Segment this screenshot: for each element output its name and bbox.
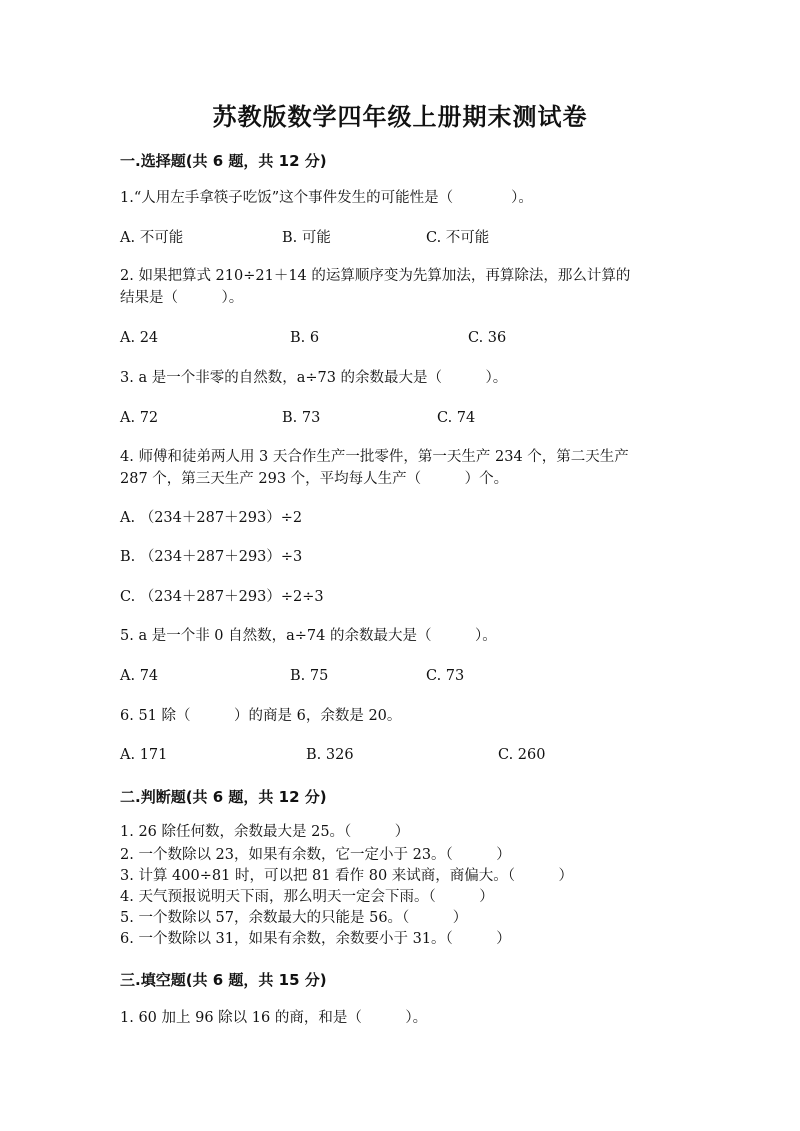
question-choice-5: 5. a 是一个非 0 自然数，a÷74 的余数最大是（ ）。 xyxy=(120,628,497,644)
option-b: B. （234＋287＋293）÷3 xyxy=(120,549,303,565)
section-heading-fill: 三.填空题(共 6 题，共 15 分) xyxy=(120,971,327,989)
question-judge-3: 3. 计算 400÷81 时，可以把 81 看作 80 来试商，商偏大。（ ） xyxy=(120,868,574,884)
option-b: B. 6 xyxy=(290,330,320,346)
question-choice-3: 3. a 是一个非零的自然数，a÷73 的余数最大是（ ）。 xyxy=(120,370,508,386)
section-heading-choice: 一.选择题(共 6 题，共 12 分) xyxy=(120,152,327,170)
question-choice-2-line2: 结果是（ ）。 xyxy=(120,290,244,306)
question-choice-4-line1: 4. 师傅和徒弟两人用 3 天合作生产一批零件，第一天生产 234 个，第二天生产 xyxy=(120,449,629,465)
question-judge-1: 1. 26 除任何数，余数最大是 25。（ ） xyxy=(120,824,410,840)
option-c: C. 不可能 xyxy=(426,230,490,246)
option-b: B. 73 xyxy=(282,410,321,426)
option-b: B. 可能 xyxy=(282,230,331,246)
question-choice-4-line2: 287 个，第三天生产 293 个，平均每人生产（ ）个。 xyxy=(120,471,509,487)
question-judge-4: 4. 天气预报说明天下雨，那么明天一定会下雨。（ ） xyxy=(120,889,494,905)
option-a: A. 72 xyxy=(120,410,159,426)
option-c: C. 73 xyxy=(426,668,465,684)
option-a: A. （234＋287＋293）÷2 xyxy=(120,510,303,526)
question-fill-1: 1. 60 加上 96 除以 16 的商，和是（ ）。 xyxy=(120,1010,428,1026)
option-a: A. 74 xyxy=(120,668,159,684)
question-choice-6: 6. 51 除（ ）的商是 6，余数是 20。 xyxy=(120,708,402,724)
option-b: B. 326 xyxy=(306,747,354,763)
question-choice-2-line1: 2. 如果把算式 210÷21＋14 的运算顺序变为先算加法，再算除法，那么计算的 xyxy=(120,268,631,284)
question-judge-6: 6. 一个数除以 31，如果有余数，余数要小于 31。（ ） xyxy=(120,931,511,947)
option-c: C. 74 xyxy=(437,410,476,426)
option-c: C. （234＋287＋293）÷2÷3 xyxy=(120,589,324,605)
option-a: A. 171 xyxy=(120,747,168,763)
option-a: A. 24 xyxy=(120,330,159,346)
option-c: C. 260 xyxy=(498,747,546,763)
question-choice-1: 1.“人用左手拿筷子吃饭”这个事件发生的可能性是（ ）。 xyxy=(120,190,533,206)
option-a: A. 不可能 xyxy=(120,230,184,246)
section-heading-judge: 二.判断题(共 6 题，共 12 分) xyxy=(120,788,327,806)
page-title: 苏教版数学四年级上册期末测试卷 xyxy=(212,103,588,131)
question-judge-5: 5. 一个数除以 57，余数最大的只能是 56。（ ） xyxy=(120,910,468,926)
option-b: B. 75 xyxy=(290,668,329,684)
question-judge-2: 2. 一个数除以 23，如果有余数，它一定小于 23。（ ） xyxy=(120,847,511,863)
option-c: C. 36 xyxy=(468,330,507,346)
